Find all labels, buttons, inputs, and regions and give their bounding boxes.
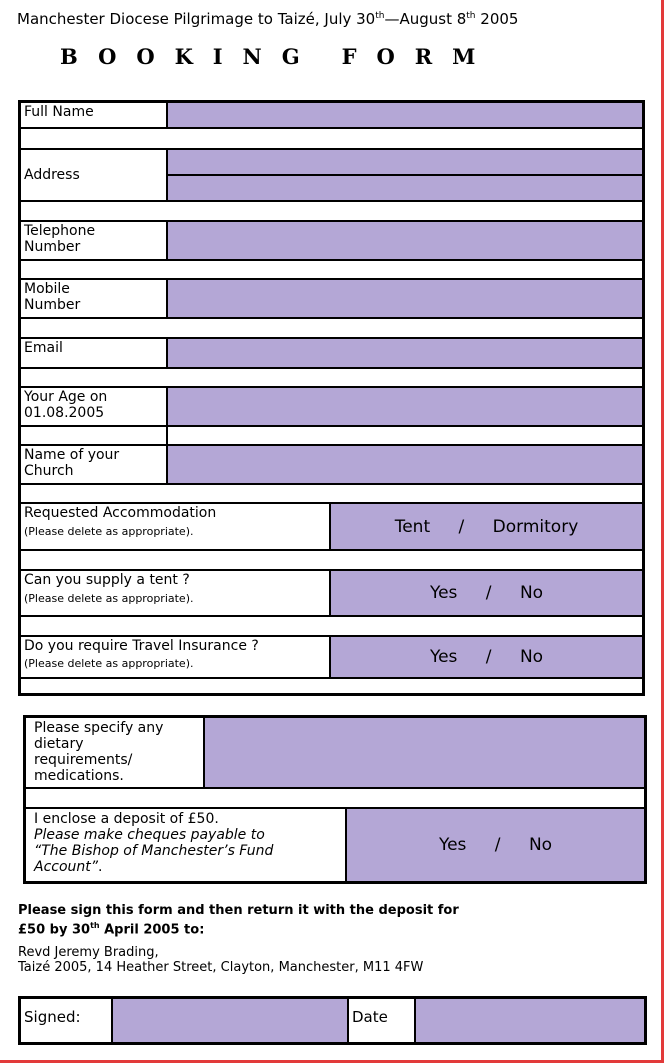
spacer-cell — [20, 426, 167, 445]
spacer-cell — [167, 426, 643, 445]
tent-choice[interactable]: Yes / No — [330, 570, 643, 616]
label-email: Email — [20, 338, 167, 368]
date-field[interactable] — [415, 998, 645, 1043]
church-field[interactable] — [167, 445, 643, 484]
label-accommodation: Requested Accommodation (Please delete as appropriate). — [20, 503, 330, 550]
label-insurance: Do you require Travel Insurance ? (Please delete as appropriate). — [20, 636, 330, 678]
return-instructions: Please sign this form and then return it with the deposit for £50 by 30th April 2005 to: — [18, 903, 459, 938]
label-full-name: Full Name — [20, 102, 167, 128]
spacer-row — [25, 788, 645, 808]
spacer-row — [20, 678, 643, 694]
signature-field[interactable] — [112, 998, 348, 1043]
label-tent: Can you supply a tent ? (Please delete as appropriate). — [20, 570, 330, 616]
spacer-row — [20, 484, 643, 503]
deposit-choice[interactable]: Yes / No — [346, 808, 645, 882]
label-deposit: I enclose a deposit of £50. Please make cheques payable to “The Bishop of Manchester’s Fund Account”. — [25, 808, 346, 882]
email-field[interactable] — [167, 338, 643, 368]
spacer-row — [20, 616, 643, 636]
label-date: Date — [348, 998, 415, 1043]
dietary-field[interactable] — [204, 717, 645, 788]
spacer-row — [20, 201, 643, 221]
main-form — [18, 100, 645, 696]
mobile-field[interactable] — [167, 279, 643, 318]
label-age: Your Age on 01.08.2005 — [20, 387, 167, 426]
address-field-line2[interactable] — [167, 175, 643, 201]
label-dietary: Please specify any dietary requirements/ medications. — [25, 717, 204, 788]
form-title — [60, 44, 495, 69]
full-name-field[interactable] — [167, 102, 643, 128]
spacer-row — [20, 318, 643, 338]
spacer-row — [20, 128, 643, 149]
telephone-field[interactable] — [167, 221, 643, 260]
insurance-choice[interactable]: Yes / No — [330, 636, 643, 678]
spacer-row — [20, 260, 643, 279]
signature-form — [18, 996, 647, 1045]
label-signed: Signed: — [20, 998, 112, 1043]
spacer-row — [20, 368, 643, 387]
address-field-line1[interactable] — [167, 149, 643, 175]
label-mobile: Mobile Number — [20, 279, 167, 318]
return-address: Revd Jeremy Brading, Taizé 2005, 14 Heather Street, Clayton, Manchester, M11 4FW — [18, 945, 424, 975]
spacer-row — [20, 550, 643, 570]
age-field[interactable] — [167, 387, 643, 426]
title-word-form: FORM — [341, 44, 496, 69]
label-telephone: Telephone Number — [20, 221, 167, 260]
label-church: Name of your Church — [20, 445, 167, 484]
page-header: Manchester Diocese Pilgrimage to Taizé, July 30th—August 8th 2005 — [17, 10, 519, 28]
label-address: Address — [20, 149, 167, 201]
accommodation-choice[interactable]: Tent / Dormitory — [330, 503, 643, 550]
dietary-deposit-form — [23, 715, 647, 884]
title-word-booking: BOOKING — [60, 44, 320, 69]
